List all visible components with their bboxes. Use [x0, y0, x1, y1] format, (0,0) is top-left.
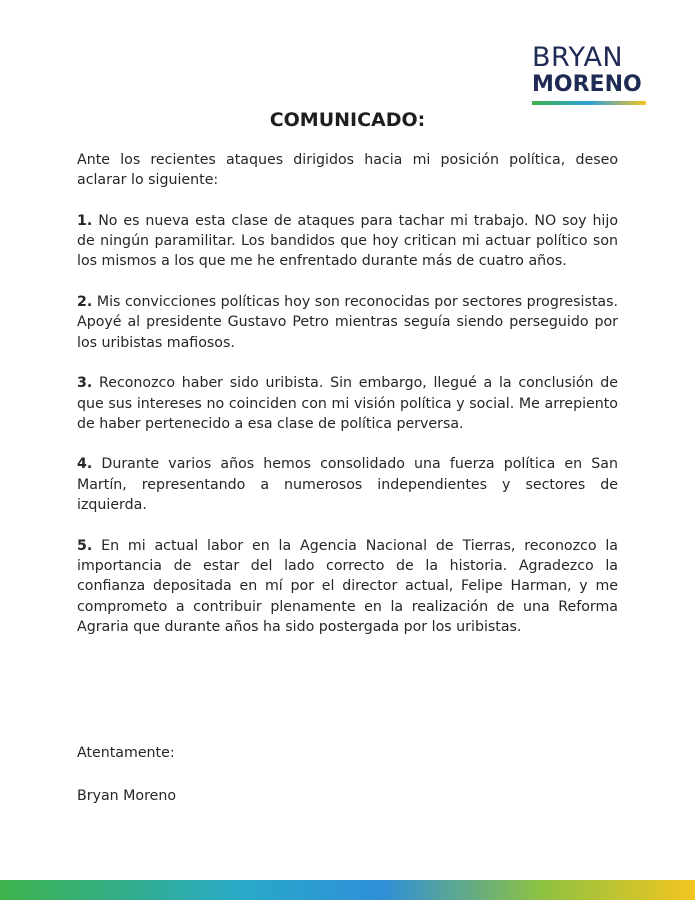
document-title: COMUNICADO: — [269, 109, 426, 131]
point-text: Durante varios años hemos consolidado una fuerza política en San Martín, representando a numerosos independientes y sectores de izquierda. — [77, 456, 618, 514]
point-number: 2. — [77, 294, 93, 311]
closing-salutation: Atentamente: — [77, 745, 175, 761]
logo-name-last: MORENO — [532, 72, 642, 97]
point-text: Mis convicciones políticas hoy son reconocidas por sectores progresistas. Apoyé al presidente Gustavo Petro mientras seguía siendo perseguido por los uribistas mafiosos. — [77, 294, 618, 351]
point-text: En mi actual labor en la Agencia Nacional de Tierras, reconozco la importancia de estar del lado correcto de la historia. Agradezco la confianza depositada en mí por el director actual, Felipe Harman, y me comprometo a contribuir plenamente en la realización de una Reforma Agraria que durante años ha sido postergada por los uribistas. — [77, 537, 619, 635]
document-body — [77, 150, 618, 657]
point-text: Reconozco haber sido uribista. Sin embargo, llegué a la conclusión de que sus intereses no coinciden con mi visión política y social. Me arrepiento de haber pertenecido a esa clase de política perversa. — [77, 375, 618, 432]
point-number: 5. — [77, 537, 93, 554]
logo-accent-bar — [532, 101, 646, 105]
brand-logo — [532, 44, 648, 105]
point-text: No es nueva esta clase de ataques para tachar mi trabajo. NO soy hijo de ningún paramilitar. Los bandidos que hoy critican mi actuar político son los mismos a los que me he enfrentado durante más de cuatro años. — [77, 212, 619, 270]
signature-name: Bryan Moreno — [77, 788, 177, 804]
point-number: 3. — [77, 375, 93, 392]
logo-name-first: BRYAN — [532, 42, 624, 73]
point-4 — [77, 454, 618, 515]
point-2 — [77, 292, 618, 353]
point-number: 4. — [77, 456, 93, 473]
footer-gradient-bar — [0, 880, 695, 900]
point-5 — [77, 536, 618, 637]
intro-paragraph: Ante los recientes ataques dirigidos hacia mi posición política, deseo aclarar lo siguiente: — [77, 152, 618, 189]
point-number: 1. — [77, 212, 93, 229]
point-1 — [77, 211, 618, 272]
point-3 — [77, 373, 618, 434]
